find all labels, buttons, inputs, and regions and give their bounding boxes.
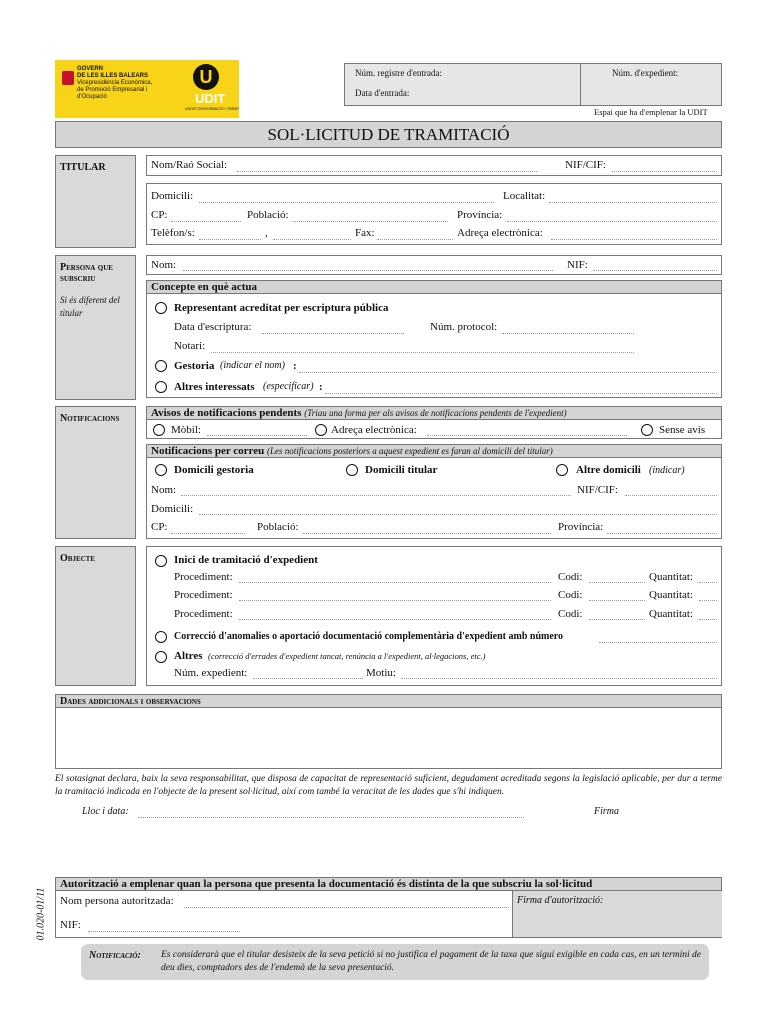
dom-gestoria-radio[interactable]	[155, 464, 167, 476]
opt-altres-radio[interactable]	[155, 381, 167, 393]
codi3-field[interactable]	[589, 619, 645, 620]
procediment3-field[interactable]	[239, 619, 551, 620]
protocol-field[interactable]	[502, 333, 634, 334]
autoritzacio-header: Autorització a emplenar quan la persona que presenta la documentació és distinta de la que subscriu la sol·licitud	[55, 877, 722, 891]
expedient-label: Núm. d'expedient:	[612, 68, 679, 78]
motiu-field[interactable]	[401, 678, 717, 679]
persona-section-label: Persona que subscriu Si és diferent del titular	[55, 255, 136, 400]
udit-circle-icon: U	[193, 64, 219, 90]
firma-label: Firma	[594, 806, 619, 817]
correu-domicili-field[interactable]	[199, 514, 717, 515]
data-entrada-label: Data d'entrada:	[355, 88, 410, 98]
data-escriptura-field[interactable]	[262, 333, 404, 334]
correu-box: Notificacions per correu (Les notificacions posteriors a aquest expedient es faran al domicili del titular) Domicili gestoria Domicili titular Altre domicili (indicar) Nom: NIF/CIF: Domicili: CP: Població: Província:	[146, 444, 722, 539]
avis-adreca-radio[interactable]	[315, 424, 327, 436]
fax-field[interactable]	[377, 239, 453, 240]
altres-field[interactable]	[325, 393, 717, 394]
avisos-box: Avisos de notificacions pendents (Triau una forma per als avisos de notificacions pendents de l'expedient) Mòbil: Adreça electrònica: Sense avís	[146, 406, 722, 439]
correu-provincia-field[interactable]	[607, 533, 717, 534]
objecte-box: Inici de tramitació d'expedient Procediment: Codi: Quantitat: Procediment: Codi: Quantitat: Procediment: Codi: Quantitat: Correcció d'anomalies o aportació documentació complementària d'expedient amb número Altres (correcció d'errades d'expedient tancat, renúncia a l'expedient, al·legacions, etc.) Núm. expedient: Motiu:	[146, 546, 722, 686]
correccio-num-field[interactable]	[599, 642, 717, 643]
opt-altres-objecte-radio[interactable]	[155, 651, 167, 663]
concepte-box: Concepte en què actua Representant acreditat per escriptura pública Data d'escriptura: Núm. protocol: Notari: Gestoria (indicar el nom) : Altres interessats (especificar) :	[146, 280, 722, 398]
logo-block	[55, 60, 239, 118]
persona-nif-field[interactable]	[593, 270, 717, 271]
lloc-label: Lloc i data:	[82, 806, 129, 817]
registre-label: Núm. registre d'entrada:	[355, 68, 442, 78]
declaration-text: El sotasignat declara, baix la seva responsabilitat, que disposa de capacitat de representació suficient, degudament acreditada segons la legislació aplicable, per dur a terme la tramitació indicada en l'objecte de la present sol·licitud, així com també la veracitat de les dades que s'hi indiquen.	[55, 774, 722, 797]
altre-dom-radio[interactable]	[556, 464, 568, 476]
gestoria-field[interactable]	[299, 372, 717, 373]
cp-field[interactable]	[171, 221, 241, 222]
opt-gestoria-radio[interactable]	[155, 360, 167, 372]
quantitat3-field[interactable]	[699, 619, 717, 620]
poblacio-field[interactable]	[293, 221, 448, 222]
procediment2-field[interactable]	[239, 600, 551, 601]
correu-nif-field[interactable]	[625, 495, 717, 496]
opt-representant-radio[interactable]	[155, 302, 167, 314]
avisos-header: Avisos de notificacions pendents (Triau una forma per als avisos de notificacions pendents de l'expedient)	[146, 406, 722, 420]
notificacions-section-label: Notificacions	[55, 406, 136, 539]
firma-autoritzacio-box[interactable]: Firma d'autorització:	[512, 891, 722, 937]
telefon1-field[interactable]	[199, 239, 261, 240]
nom-field[interactable]	[237, 171, 537, 172]
opt-inici-radio[interactable]	[155, 555, 167, 567]
dades-textarea[interactable]	[56, 708, 721, 768]
udit-logo-sub: UNITAT D'INFORMACIÓ I TRÀMIT	[185, 107, 240, 111]
mobil-field[interactable]	[207, 435, 307, 436]
persona-name-box: Nom: NIF:	[146, 255, 722, 275]
persona-nom-field[interactable]	[183, 270, 553, 271]
dom-titular-radio[interactable]	[346, 464, 358, 476]
govern-logo-text: GOVERN DE LES ILLES BALEARS Vicepresidència Econòmica, de Promoció Empresarial i d'Ocupació	[77, 66, 153, 100]
registry-box	[344, 63, 722, 106]
udit-note: Espai que ha d'emplenar la UDIT	[594, 107, 708, 117]
telefon2-field[interactable]	[273, 239, 351, 240]
localitat-field[interactable]	[549, 202, 717, 203]
procediment1-field[interactable]	[239, 582, 551, 583]
correu-nom-field[interactable]	[181, 495, 571, 496]
email-field[interactable]	[551, 239, 717, 240]
dades-box	[55, 694, 722, 769]
adreca-field[interactable]	[427, 435, 627, 436]
opt-correccio-radio[interactable]	[155, 631, 167, 643]
govern-emblem-icon	[62, 71, 74, 85]
titular-address-box: Domicili: Localitat: CP: Població: Província: Telèfon/s: , Fax: Adreça electrònica:	[146, 183, 722, 245]
domicili-field[interactable]	[199, 202, 494, 203]
nif-field[interactable]	[612, 171, 717, 172]
provincia-field[interactable]	[507, 221, 717, 222]
notificacio-box: Notificació: Es considerarà que el titular desisteix de la seva petició si no justifica el pagament de la taxa que sigui exigible en cada cas, en un termini de deu dies, comptadors des de l'endemà de la seva presentació.	[81, 944, 709, 980]
concepte-header: Concepte en què actua	[146, 280, 722, 294]
quantitat1-field[interactable]	[699, 582, 717, 583]
autoritzada-nom-field[interactable]	[184, 907, 509, 908]
lloc-field[interactable]	[138, 817, 524, 818]
autoritzacio-box: Autorització a emplenar quan la persona que presenta la documentació és distinta de la que subscriu la sol·licitud Nom persona autoritzada: NIF: Firma d'autorització:	[55, 877, 722, 938]
title-bar	[55, 121, 722, 148]
objecte-section-label: Objecte	[55, 546, 136, 686]
udit-logo-text: UDIT	[195, 91, 226, 106]
objecte-numexp-field[interactable]	[253, 678, 363, 679]
notari-field[interactable]	[211, 352, 634, 353]
udit-logo	[179, 64, 240, 114]
titular-section-label: TITULAR	[55, 155, 136, 248]
correu-poblacio-field[interactable]	[303, 533, 551, 534]
avis-sense-radio[interactable]	[641, 424, 653, 436]
correu-cp-field[interactable]	[171, 533, 245, 534]
titular-name-box: Nom/Raó Social: NIF/CIF:	[146, 155, 722, 176]
autoritzada-nif-field[interactable]	[88, 931, 240, 932]
dades-header: Dades addicionals i observacions	[55, 694, 722, 708]
codi2-field[interactable]	[589, 600, 645, 601]
codi1-field[interactable]	[589, 582, 645, 583]
form-code: 01.020-01/11	[35, 887, 47, 941]
quantitat2-field[interactable]	[699, 600, 717, 601]
correu-header: Notificacions per correu (Les notificacions posteriors a aquest expedient es faran al domicili del titular)	[146, 444, 722, 458]
avis-mobil-radio[interactable]	[153, 424, 165, 436]
page-title: SOL·LICITUD DE TRAMITACIÓ	[267, 125, 510, 144]
